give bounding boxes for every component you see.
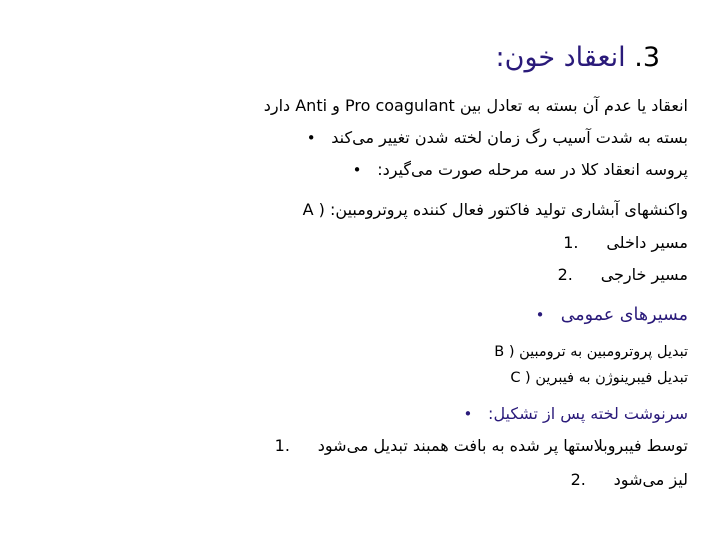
bullet-general-text: مسیرهای عمومی (560, 305, 688, 325)
bullet-icon: • (463, 405, 473, 423)
section-c (40, 370, 688, 386)
bullet-general (40, 305, 688, 325)
list-after-text-1: توسط فیبروبلاستها پر شده به بافت همبند تبدیل می‌شود (317, 436, 688, 455)
intro-line (40, 96, 688, 115)
slide-title (40, 42, 660, 73)
bullet-text-1: بسته به شدت آسیب رگ زمان لخته شدن تغییر می‌کند (331, 128, 688, 147)
bullet-item-2 (40, 160, 688, 179)
intro-term-anti: Anti (295, 96, 328, 115)
title-number: 3. (634, 42, 660, 73)
section-b-mark: B ) (494, 344, 515, 360)
bullet-icon: • (352, 161, 362, 179)
list-after-text-2: لیز می‌شود (613, 470, 688, 489)
bullet-icon: • (306, 129, 316, 147)
bullet-icon: • (535, 306, 545, 324)
list-a-num-2: 2. (557, 265, 573, 284)
list-a-item-2 (40, 265, 688, 284)
intro-term-pro: Pro coagulant (344, 96, 455, 115)
intro-text: انعقاد یا عدم آن بسته به تعادل بین (459, 96, 688, 115)
list-a-text-1: مسیر داخلی (606, 233, 688, 252)
list-after-item-2 (40, 470, 688, 489)
section-b-text: تبدیل پروترومبین به ترومبین (519, 344, 688, 360)
list-after-num-1: 1. (274, 436, 290, 455)
intro-tail: دارد (263, 96, 291, 115)
list-a-item-1 (40, 233, 688, 252)
list-a-num-1: 1. (563, 233, 579, 252)
bullet-text-2: پروسه انعقاد کلا در سه مرحله صورت می‌گیرد: (377, 160, 688, 179)
section-c-text: تبدیل فیبرینوژن به فیبرین (535, 370, 688, 386)
section-c-mark: C ) (510, 370, 531, 386)
bullet-after (40, 404, 688, 423)
bullet-item-1 (40, 128, 688, 147)
bullet-after-text: سرنوشت لخته پس از تشکیل: (488, 404, 688, 423)
list-a-text-2: مسیر خارجی (600, 265, 688, 284)
section-b (40, 344, 688, 360)
section-a-mark: A ) (302, 200, 325, 219)
list-after-item-1 (40, 436, 688, 455)
intro-conj: و (332, 96, 340, 115)
list-after-num-2: 2. (570, 470, 586, 489)
title-text: انعقاد خون: (495, 42, 626, 73)
section-a (40, 200, 688, 219)
section-a-text: واکنشهای آبشاری تولید فاکتور فعال کننده پروترومبین: (330, 200, 688, 219)
